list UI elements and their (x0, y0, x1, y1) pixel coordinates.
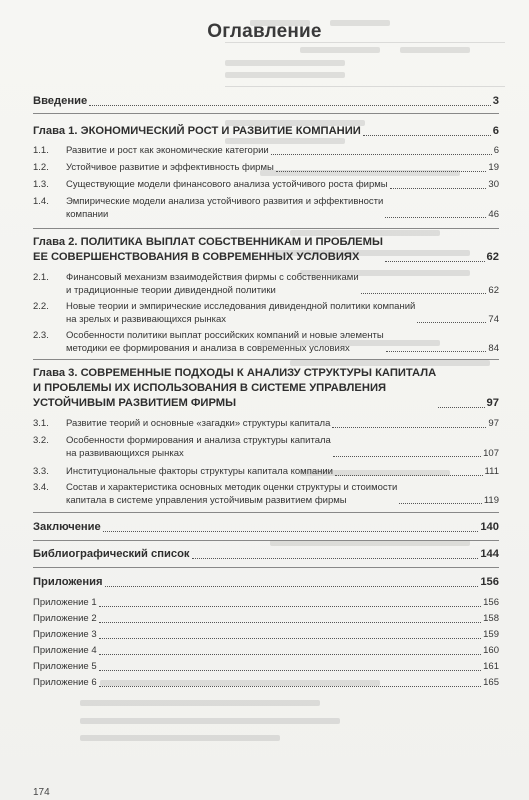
dot-leader (386, 351, 487, 352)
toc-entry-label-line-1: Новые теории и эмпирические исследования дивидендной политики компаний (66, 301, 416, 312)
toc-entry-page: 3 (492, 95, 499, 107)
toc-entry-label-line-3: УСТОЙЧИВЫМ РАЗВИТИЕМ ФИРМЫ (33, 397, 237, 409)
toc-entry-section-1-4[interactable] (33, 196, 499, 221)
dot-leader (385, 261, 485, 262)
toc-entry-page: 111 (484, 466, 499, 477)
toc-entry-page: 46 (488, 208, 499, 220)
toc-entry-chapter-3[interactable] (33, 366, 499, 411)
toc-entry-bibliography[interactable] (33, 547, 499, 562)
toc-entry-appendices[interactable] (33, 575, 499, 590)
toc-entry-appendix-6[interactable] (33, 677, 499, 690)
dot-leader (361, 293, 487, 294)
section-number: 2.1. (33, 272, 49, 283)
divider (33, 228, 499, 229)
section-number: 3.1. (33, 418, 49, 429)
toc-entry-appendix-3[interactable] (33, 629, 499, 642)
toc-entry-label: Развитие и рост как экономические категории (66, 145, 269, 156)
dot-leader (335, 475, 483, 476)
toc-entry-label: Глава 1. ЭКОНОМИЧЕСКИЙ РОСТ И РАЗВИТИЕ КОМПАНИИ (33, 125, 361, 137)
toc-entry-section-3-4[interactable] (33, 482, 499, 507)
dot-leader (103, 531, 479, 532)
toc-entry-page: 140 (480, 521, 499, 533)
toc-entry-label: Библиографический список (33, 548, 190, 560)
toc-entry-page: 62 (488, 284, 499, 296)
divider (33, 512, 499, 513)
toc-entry-page: 119 (483, 494, 499, 506)
section-number: 2.3. (33, 330, 49, 341)
page-title: Оглавление (207, 21, 322, 42)
toc-entry-section-1-2[interactable] (33, 162, 499, 175)
toc-entry-label: Приложение 3 (33, 629, 97, 640)
section-number: 3.3. (33, 466, 49, 477)
toc-entry-label: Введение (33, 95, 88, 107)
section-number: 3.4. (33, 482, 49, 493)
dot-leader (399, 503, 482, 504)
toc-entry-page: 160 (483, 645, 499, 656)
section-number: 3.2. (33, 435, 49, 446)
toc-entry-section-1-3[interactable] (33, 179, 499, 192)
toc-entry-page: 19 (488, 162, 499, 173)
divider (33, 359, 499, 360)
toc-entry-label-line-1: Особенности формирования и анализа структуры капитала (66, 435, 331, 446)
toc-entry-page: 156 (483, 597, 499, 608)
toc-entry-introduction[interactable] (33, 94, 499, 109)
divider (33, 540, 499, 541)
dot-leader (89, 105, 491, 106)
toc-entry-label-line-1: Глава 3. СОВРЕМЕННЫЕ ПОДХОДЫ К АНАЛИЗУ СТРУКТУРЫ КАПИТАЛА (33, 367, 437, 379)
toc-entry-page: 6 (493, 145, 499, 156)
toc-entry-page: 84 (488, 342, 499, 354)
toc-entry-label-line-1: Состав и характеристика основных методик оценки структуры и стоимости (66, 482, 398, 493)
toc-entry-page: 107 (483, 447, 499, 459)
toc-entry-chapter-1[interactable] (33, 124, 499, 139)
dot-leader (99, 670, 481, 671)
toc-entry-page: 161 (483, 661, 499, 672)
toc-entry-label-line-1: Глава 2. ПОЛИТИКА ВЫПЛАТ СОБСТВЕННИКАМ И ПРОБЛЕМЫ (33, 236, 383, 248)
dot-leader (332, 427, 486, 428)
dot-leader (99, 606, 481, 607)
toc-entry-label-line-1: Эмпирические модели анализа устойчивого развития и эффективности (66, 196, 384, 207)
toc-entry-page: 97 (486, 397, 499, 409)
toc-entry-page: 74 (488, 313, 499, 325)
toc-entry-label-line-1: Особенности политики выплат российских компаний и новые элементы (66, 330, 384, 341)
toc-entry-label: Приложение 6 (33, 677, 97, 688)
dot-leader (105, 586, 479, 587)
dot-leader (363, 135, 491, 136)
toc-entry-label: Приложения (33, 576, 103, 588)
toc-entry-label: Институциональные факторы структуры капитала компании (66, 466, 333, 477)
page-number: 174 (33, 787, 50, 798)
toc-entry-section-2-2[interactable] (33, 301, 499, 326)
toc-entry-page: 144 (480, 548, 499, 560)
section-number: 1.2. (33, 162, 49, 173)
toc-entry-section-1-1[interactable] (33, 145, 499, 158)
toc-entry-section-3-3[interactable] (33, 466, 499, 479)
toc-entry-label-line-2: компании (66, 208, 109, 220)
toc-entry-label-line-2: И ПРОБЛЕМЫ ИХ ИСПОЛЬЗОВАНИЯ В СИСТЕМЕ УПРАВЛЕНИЯ (33, 382, 387, 394)
dot-leader (99, 638, 481, 639)
toc-entry-label: Заключение (33, 521, 101, 533)
dot-leader (333, 456, 481, 457)
section-number: 2.2. (33, 301, 49, 312)
dot-leader (390, 188, 487, 189)
toc-entry-label: Приложение 2 (33, 613, 97, 624)
toc-entry-appendix-1[interactable] (33, 597, 499, 610)
toc-entry-label-line-2: и традиционные теории дивидендной политики (66, 284, 276, 296)
toc-entry-label: Приложение 4 (33, 645, 97, 656)
toc-entry-chapter-2[interactable] (33, 235, 499, 265)
toc-entry-label: Развитие теорий и основные «загадки» структуры капитала (66, 418, 331, 429)
toc-entry-page: 6 (492, 125, 499, 137)
toc-entry-conclusion[interactable] (33, 520, 499, 535)
section-number: 1.1. (33, 145, 49, 156)
dot-leader (99, 622, 481, 623)
toc-entry-page: 158 (483, 613, 499, 624)
toc-entry-label: Устойчивое развитие и эффективность фирмы (66, 162, 274, 173)
dot-leader (438, 407, 484, 408)
toc-entry-label-line-2: капитала в системе управления устойчивым развитием фирмы (66, 494, 347, 506)
toc-entry-appendix-2[interactable] (33, 613, 499, 626)
dot-leader (385, 217, 486, 218)
toc-entry-page: 62 (486, 251, 499, 263)
dot-leader (417, 322, 486, 323)
toc-entry-page: 165 (483, 677, 499, 688)
toc-entry-label-line-2: на развивающихся рынках (66, 447, 184, 459)
toc-entry-page: 97 (488, 418, 499, 429)
toc-entry-section-3-1[interactable] (33, 418, 499, 431)
toc-entry-appendix-5[interactable] (33, 661, 499, 674)
dot-leader (276, 171, 487, 172)
divider (33, 567, 499, 568)
dot-leader (192, 558, 479, 559)
section-number: 1.4. (33, 196, 49, 207)
toc-entry-label: Существующие модели финансового анализа устойчивого роста фирмы (66, 179, 388, 190)
section-number: 1.3. (33, 179, 49, 190)
toc-entry-label: Приложение 5 (33, 661, 97, 672)
dot-leader (271, 154, 492, 155)
toc-entry-section-2-3[interactable] (33, 330, 499, 355)
toc-entry-label-line-2: ЕЕ СОВЕРШЕНСТВОВАНИЯ В СОВРЕМЕННЫХ УСЛОВИЯХ (33, 251, 360, 263)
toc-entry-label-line-2: методики ее формирования и анализа в современных условиях (66, 342, 350, 354)
toc-entry-appendix-4[interactable] (33, 645, 499, 658)
toc-entry-page: 30 (488, 179, 499, 190)
toc-entry-label: Приложение 1 (33, 597, 97, 608)
toc-entry-label-line-2: на зрелых и развивающихся рынках (66, 313, 227, 325)
divider (33, 113, 499, 114)
toc-entry-page: 156 (480, 576, 499, 588)
toc-entry-section-2-1[interactable] (33, 272, 499, 297)
toc-entry-label-line-1: Финансовый механизм взаимодействия фирмы с собственниками (66, 272, 359, 283)
toc-entry-page: 159 (483, 629, 499, 640)
dot-leader (99, 654, 481, 655)
toc-entry-section-3-2[interactable] (33, 435, 499, 460)
dot-leader (99, 686, 481, 687)
